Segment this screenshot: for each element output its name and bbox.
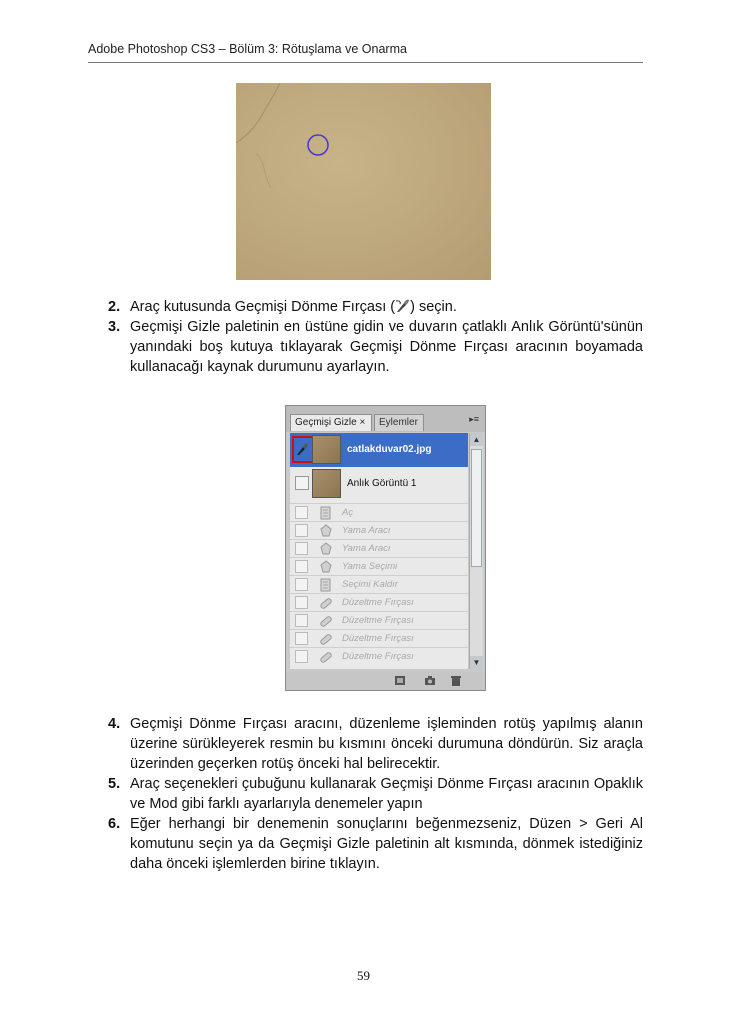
step-text: Eğer herhangi bir denemenin sonuçlarını beğenmezseniz, Düzen > Geri Al komutunu seçin ya da Geçmişi Gizle paletinin alt kısmında, dönmek istediğiniz daha önceki işlemlerden birine tıklayın.: [130, 816, 643, 872]
tab-history[interactable]: Geçmişi Gizle ×: [290, 414, 372, 431]
history-source-checkbox[interactable]: [295, 506, 308, 519]
history-source-checkbox[interactable]: [295, 632, 308, 645]
history-step-label: Yama Aracı: [342, 525, 391, 536]
history-panel: [285, 405, 486, 691]
highlight-box: [292, 436, 314, 463]
camera-icon[interactable]: [424, 675, 436, 686]
snapshot-row[interactable]: [290, 433, 468, 467]
scroll-down-icon[interactable]: ▼: [470, 656, 483, 669]
healing-brush-icon: [318, 631, 334, 647]
tab-actions[interactable]: Eylemler: [374, 414, 424, 431]
patch-icon: [318, 523, 334, 539]
instruction-list-top: [108, 297, 643, 377]
history-step-row[interactable]: [290, 503, 468, 521]
snapshot-thumbnail: [312, 469, 341, 498]
trash-icon[interactable]: [450, 675, 462, 686]
healing-brush-icon: [318, 613, 334, 629]
snapshot-thumbnail: [312, 435, 341, 464]
history-source-checkbox[interactable]: [295, 650, 308, 663]
history-scrollbar[interactable]: [469, 433, 483, 669]
step-number: 4.: [108, 716, 121, 732]
new-document-icon[interactable]: [394, 675, 406, 686]
history-list: [290, 433, 468, 669]
history-step-row[interactable]: [290, 539, 468, 557]
step-number: 3.: [108, 319, 121, 335]
history-source-checkbox[interactable]: [295, 578, 308, 591]
instruction-step-6: [108, 814, 643, 874]
page-header: Adobe Photoshop CS3 – Bölüm 3: Rötuşlama ve Onarma: [88, 42, 407, 56]
step-text-after: ) seçin.: [410, 299, 457, 315]
step-number: 6.: [108, 816, 121, 832]
history-step-label: Düzeltme Fırçası: [342, 615, 414, 626]
history-source-checkbox[interactable]: [295, 476, 309, 490]
scroll-up-icon[interactable]: ▲: [470, 433, 483, 446]
healing-brush-icon: [318, 649, 334, 665]
step-text: Araç seçenekleri çubuğunu kullanarak Geçmişi Dönme Fırçası aracının Opaklık ve Mod gibi farklı ayarlarıyla denemeler yapın: [130, 776, 643, 812]
history-step-label: Düzeltme Fırçası: [342, 651, 414, 662]
patch-icon: [318, 541, 334, 557]
panel-tab-bar: [286, 406, 485, 432]
history-step-row[interactable]: [290, 575, 468, 593]
step-text-before: Araç kutusunda Geçmişi Dönme Fırçası (: [130, 299, 396, 315]
history-step-row[interactable]: [290, 611, 468, 629]
snapshot-row[interactable]: [290, 467, 468, 501]
scroll-thumb[interactable]: [471, 449, 482, 567]
history-source-checkbox[interactable]: [295, 560, 308, 573]
history-brush-icon: [395, 299, 410, 313]
snapshot-label: Anlık Görüntü 1: [347, 478, 417, 489]
step-number: 5.: [108, 776, 121, 792]
open-doc-icon: [318, 505, 334, 521]
history-source-checkbox[interactable]: [295, 614, 308, 627]
history-step-label: Düzeltme Fırçası: [342, 633, 414, 644]
history-source-checkbox[interactable]: [295, 596, 308, 609]
instruction-step-2: [108, 297, 643, 317]
instruction-step-4: [108, 714, 643, 774]
instruction-list-bottom: [108, 714, 643, 874]
cracked-wall-photo: [236, 83, 491, 280]
snapshot-label: catlakduvar02.jpg: [347, 444, 432, 455]
history-step-label: Düzeltme Fırçası: [342, 597, 414, 608]
history-source-checkbox[interactable]: [295, 542, 308, 555]
step-text: Geçmişi Dönme Fırçası aracını, düzenleme işleminden rotüş yapılmış alanın üzerine sürükleyerek resmin bu kısmını önceki durumuna döndürün. Siz araçla üzerinden geçerken rotüş önceki hal belirecektir.: [130, 716, 643, 772]
history-step-label: Yama Seçimi: [342, 561, 398, 572]
history-step-row[interactable]: [290, 521, 468, 539]
history-step-row[interactable]: [290, 647, 468, 665]
healing-brush-icon: [318, 595, 334, 611]
history-step-label: Aç: [342, 507, 354, 518]
page-number: 59: [357, 968, 370, 983]
patch-icon: [318, 559, 334, 575]
header-divider: [88, 62, 643, 63]
history-step-label: Yama Aracı: [342, 543, 391, 554]
deselect-doc-icon: [318, 577, 334, 593]
history-source-checkbox[interactable]: [295, 524, 308, 537]
step-number: 2.: [108, 299, 121, 315]
history-step-row[interactable]: [290, 593, 468, 611]
instruction-step-5: [108, 774, 643, 814]
history-step-row[interactable]: [290, 629, 468, 647]
step-text: Geçmişi Gizle paletinin en üstüne gidin ve duvarın çatlaklı Anlık Görüntü'sünün yanındaki boş kutuya tıklayarak Geçmişi Dönme Fırçası aracının boyamada kullanacağı kaynak durumunu ayarlayın.: [130, 319, 643, 375]
instruction-step-3: [108, 317, 643, 377]
panel-footer: [286, 672, 485, 690]
history-step-label: Seçimi Kaldır: [342, 579, 398, 590]
brush-cursor-icon: [308, 135, 328, 155]
panel-menu-icon[interactable]: ▸≡: [469, 414, 479, 424]
history-step-row[interactable]: [290, 557, 468, 575]
